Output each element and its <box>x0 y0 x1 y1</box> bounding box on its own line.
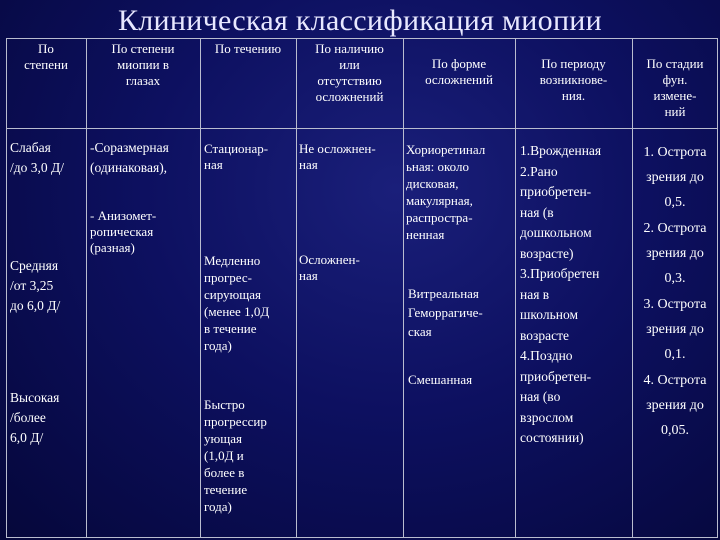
course-slow: Медленно прогрес- сирующая (менее 1,0Д в течение года) <box>204 253 270 353</box>
period-list: 1.Врожденная 2.Рано приобретен- ная (в дошкольном возрасте) 3.Приобретен ная в школьном возрасте 4.Поздно приобретен- ная (во взрослом состоянии) <box>520 143 602 445</box>
table-border-top <box>6 38 718 39</box>
stage-2: 2. Острота зрения до 0,3. <box>643 221 707 286</box>
degree-high: Высокая /более 6,0 Д/ <box>10 390 60 445</box>
classification-table <box>6 38 718 538</box>
page-title: Клиническая классификация миопии <box>117 4 603 37</box>
header-complication-form: По форме осложнений <box>425 56 493 87</box>
course-stationary: Стационар- ная <box>204 141 269 172</box>
header-stages: По стадии фун. измене- ний <box>646 56 704 119</box>
header-complications: По наличию или отсутствию осложнений <box>315 41 384 104</box>
header-eyes: По степени миопии в глазах <box>111 41 175 88</box>
course-fast: Быстро прогрессир ующая (1,0Д и более в течение года) <box>204 397 267 514</box>
header-divider <box>6 128 718 129</box>
col-divider-3 <box>296 38 297 538</box>
eyes-anisometropic: - Анизомет- ропическая (разная) <box>90 208 157 255</box>
header-course: По течению <box>214 41 282 56</box>
form-mixed: Смешанная <box>408 372 473 387</box>
header-period: По периоду возникнове- ния. <box>539 56 608 103</box>
col-divider-2 <box>200 38 201 538</box>
degree-medium: Средняя /от 3,25 до 6,0 Д/ <box>10 258 61 313</box>
col-divider-5 <box>515 38 516 538</box>
stage-3: 3. Острота зрения до 0,1. <box>643 297 707 362</box>
eyes-symmetric: -Соразмерная (одинаковая), <box>90 140 169 175</box>
col-divider-0 <box>6 38 7 538</box>
col-divider-7 <box>717 38 718 538</box>
col-divider-4 <box>403 38 404 538</box>
complications-uncomplicated: Не осложнен- ная <box>299 141 376 172</box>
form-vitreal: Витреальная Геморрагиче- ская <box>408 286 483 339</box>
stage-1: 1. Острота зрения до 0,5. <box>643 145 707 210</box>
col-divider-1 <box>86 38 87 538</box>
header-degree: По степени <box>24 41 68 72</box>
form-chorioretinal: Хориоретинал ьная: около дисковая, макулярная, распростра- ненная <box>406 142 486 242</box>
complications-complicated: Осложнен- ная <box>299 252 360 283</box>
table-border-bottom <box>6 537 718 538</box>
stage-4: 4. Острота зрения до 0,05. <box>643 373 707 438</box>
degree-weak: Слабая /до 3,0 Д/ <box>10 140 64 175</box>
